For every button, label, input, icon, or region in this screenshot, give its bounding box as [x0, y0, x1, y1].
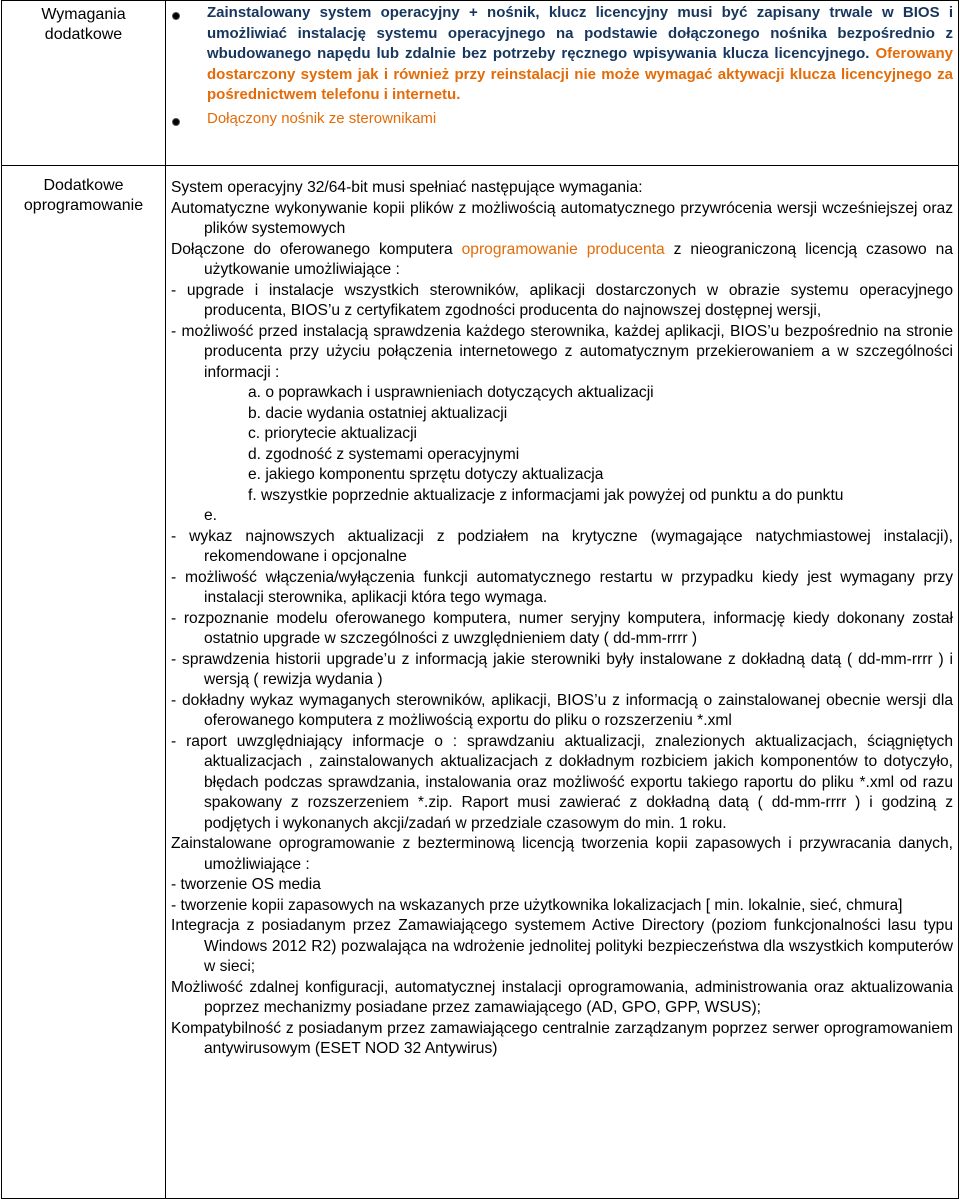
bullet-icon: [172, 118, 180, 126]
sub-item: a. o poprawkach i usprawnieniach dotyczących aktualizacji: [248, 384, 654, 401]
row-label-cell: [2, 166, 166, 1199]
bullet-list: [171, 3, 953, 129]
paragraph-text: z nieograniczoną licencją czasowo na użytkowanie umożliwiające :: [204, 240, 953, 278]
row-label-cell: [2, 1, 166, 166]
bullet-icon: [172, 12, 180, 20]
paragraph: - upgrade i instalacje wszystkich sterowników, aplikacji dostarczonych w obrazie systemu operacyjnego producenta, BIOS’u z certyfikatem zgodności producenta do najnowszej dostępnej wersji,: [171, 281, 953, 319]
paragraph: - możliwość przed instalacją sprawdzenia każdego sterownika, każdej aplikacji, BIOS’u bezpośrednio na stronie producenta przy użyciu połączenia internetowego z automatycznym przekierowaniem a w szczególności informacji :: [171, 322, 953, 381]
sub-item: f. wszystkie poprzednie aktualizacje z informacjami jak powyżej od punktu a do punktu: [248, 486, 844, 504]
sub-item: e. jakiego komponentu sprzętu dotyczy aktualizacja: [248, 466, 604, 483]
paragraph: - rozpoznanie modelu oferowanego komputera, numer seryjny komputera, informację kiedy dokonany został ostatnio upgrade w szczególności z uwzględnieniem daty ( dd-mm-rrrr ): [171, 609, 953, 647]
bullet-text: Zainstalowany system operacyjny + nośnik, klucz licencyjny musi być zapisany trwale w BIOS i umożliwiać instalację systemu operacyjnego na podstawie dołączonego nośnika bezpośrednio z wbudowanego napędu lub zdalnie bez potrzeby ręcznego wpisywania klucza licencyjnego.: [207, 4, 953, 62]
paragraph: - dokładny wykaz wymaganych sterowników, aplikacji, BIOS’u z informacją o zainstalowanej obecnie wersji dla oferowanego komputera z możliwością exportu do pliku o rozszerzeniu *.xml: [171, 691, 953, 729]
paragraph: - tworzenie OS media: [171, 876, 321, 893]
paragraph: - sprawdzenia historii upgrade’u z informacją jakie sterowniki były instalowane z dokładną datą ( dd-mm-rrrr ) i wersją ( rewizja wydania ): [171, 650, 953, 688]
paragraph: - możliwość włączenia/wyłączenia funkcji automatycznego restartu w przypadku kiedy jest wymagany przy instalacji sterownika, aplikacji która tego wymaga.: [171, 568, 953, 606]
bullet-text: Dołączony nośnik ze sterownikami: [207, 109, 437, 127]
row-label: Dodatkowe oprogramowanie: [23, 177, 144, 214]
row-content-cell: [166, 166, 959, 1199]
sub-item-tail: e.: [204, 507, 218, 524]
row-content-cell: [166, 1, 959, 166]
paragraph: Możliwość zdalnej konfiguracji, automatycznej instalacji oprogramowania, administrowania oraz aktualizowania poprzez mechanizmy posiadane przez zamawiającego (AD, GPO, GPP, WSUS);: [171, 978, 953, 1016]
paragraph: - tworzenie kopii zapasowych na wskazanych prze użytkownika lokalizacjach [ min. lokalnie, sieć, chmura]: [171, 896, 903, 914]
paragraph: System operacyjny 32/64-bit musi spełniać następujące wymagania:: [171, 179, 643, 196]
sub-item: d. zgodność z systemami operacyjnymi: [248, 445, 520, 463]
paragraph: Zainstalowane oprogramowanie z bezterminową licencją tworzenia kopii zapasowych i przywracania danych, umożliwiające :: [171, 835, 953, 873]
bullet-text-highlight: Oferowany dostarczony system jak i również przy reinstalacji nie może wymagać aktywacji klucza licencyjnego za pośrednictwem telefonu i internetu.: [207, 45, 954, 103]
sub-item: b. dacie wydania ostatniej aktualizacji: [248, 404, 508, 422]
sub-item: c. priorytecie aktualizacji: [248, 425, 417, 442]
spec-table: [1, 0, 959, 1199]
paragraph: Integracja z posiadanym przez Zamawiającego systemem Active Directory (poziom funkcjonalności lasu typu Windows 2012 R2) pozwalająca na wdrożenie jednolitej polityki bezpieczeństwa dla wszystkich komputerów w sieci;: [171, 917, 953, 975]
paragraph: - wykaz najnowszych aktualizacji z podziałem na krytyczne (wymagające natychmiastowej instalacji), rekomendowane i opcjonalne: [171, 527, 953, 565]
row-label: Wymagania dodatkowe: [41, 6, 126, 43]
paragraph-text: Dołączone do oferowanego komputera: [171, 240, 462, 258]
paragraph: Kompatybilność z posiadanym przez zamawiającego centralnie zarządzanym poprzez serwer oprogramowaniem antywirusowym (ESET NOD 32 Antywirus): [171, 1019, 953, 1057]
list-item: [171, 109, 953, 130]
paragraph-highlight: oprogramowanie producenta: [461, 240, 665, 258]
table-row: [2, 1, 959, 166]
table-row: [2, 166, 959, 1199]
list-item: [171, 3, 953, 106]
paragraph: [171, 240, 953, 281]
paragraph: - raport uwzględniający informacje o : sprawdzaniu aktualizacji, znalezionych aktualizacjach, ściągniętych aktualizacjach , zainstalowanych aktualizacjach z dokładnym rozbiciem jakich komponentów to dotyczyło, błędach podczas sprawdzania, instalowania oraz możliwość exportu takiego raportu do pliku *.xml od razu spakowany z rozszerzeniem *.zip. Raport musi zawierać z dokładną datą ( dd-mm-rrrr ) i godziną z podjętych i wykonanych akcji/zadań w przedziale czasowym do min. 1 roku.: [171, 732, 953, 832]
paragraph: Automatyczne wykonywanie kopii plików z możliwością automatycznego przywrócenia wersji wcześniejszej oraz plików systemowych: [171, 199, 953, 237]
